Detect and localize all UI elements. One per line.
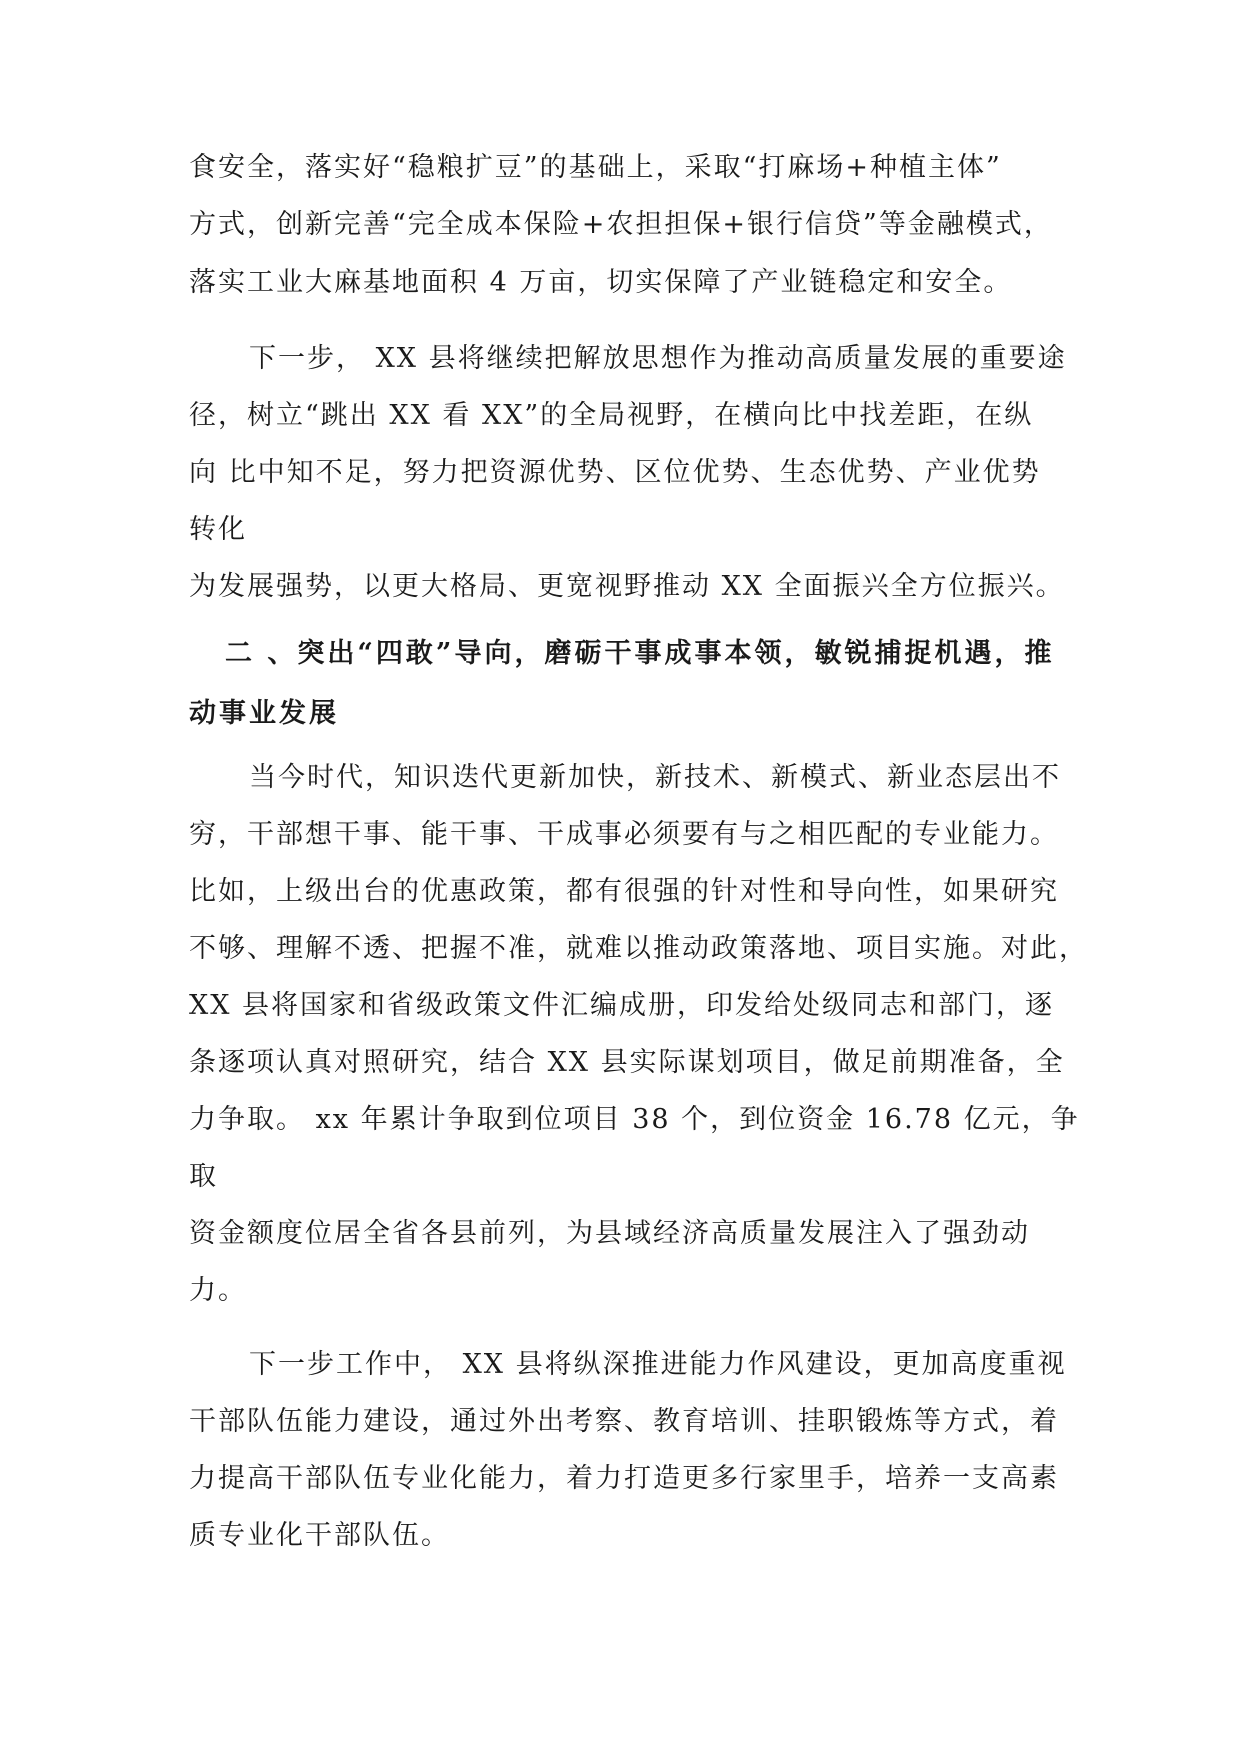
section-heading: 动事业发展: [189, 698, 339, 729]
body-text-line: 下一步， XX 县将继续把解放思想作为推动高质量发展的重要途: [249, 343, 1067, 374]
body-text-line: 条逐项认真对照研究，结合 XX 县实际谋划项目，做足前期准备，全: [189, 1047, 1065, 1078]
body-text-line: 当今时代，知识迭代更新加快，新技术、新模式、新业态层出不: [249, 762, 1061, 793]
body-text-line: 落实工业大麻基地面积 4 万亩，切实保障了产业链稳定和安全。: [189, 267, 1013, 298]
body-text-line: 径，树立“跳出 XX 看 XX”的全局视野，在横向比中找差距，在纵: [189, 400, 1034, 431]
body-text-line: 力。: [189, 1275, 247, 1306]
body-text-line: 方式，创新完善“完全成本保险+农担担保+银行信贷”等金融模式，: [189, 209, 1053, 240]
body-text-line: 力提高干部队伍专业化能力，着力打造更多行家里手，培养一支高素: [189, 1463, 1059, 1494]
body-text-line: 向 比中知不足，努力把资源优势、区位优势、生态优势、产业优势: [189, 457, 1041, 488]
body-text-line: 质专业化干部队伍。: [189, 1520, 450, 1551]
body-text-line: 取: [189, 1161, 218, 1192]
body-text-line: 比如，上级出台的优惠政策，都有很强的针对性和导向性，如果研究: [189, 876, 1059, 907]
body-text-line: 不够、理解不透、把握不准，就难以推动政策落地、项目实施。对此，: [189, 933, 1088, 964]
body-text-line: 力争取。 xx 年累计争取到位项目 38 个，到位资金 16.78 亿元，争: [189, 1104, 1080, 1135]
body-text-line: 转化: [189, 514, 247, 545]
body-text-line: XX 县将国家和省级政策文件汇编成册，印发给处级同志和部门，逐: [189, 990, 1055, 1021]
body-text-line: 资金额度位居全省各县前列，为县域经济高质量发展注入了强劲动: [189, 1218, 1030, 1249]
body-text-line: 为发展强势，以更大格局、更宽视野推动 XX 全面振兴全方位振兴。: [189, 571, 1065, 602]
body-text-line: 穷，干部想干事、能干事、干成事必须要有与之相匹配的专业能力。: [189, 819, 1059, 850]
body-text-line: 干部队伍能力建设，通过外出考察、教育培训、挂职锻炼等方式，着: [189, 1406, 1059, 1437]
body-text-line: 下一步工作中， XX 县将纵深推进能力作风建设，更加高度重视: [249, 1349, 1067, 1380]
section-heading: 二 、突出“四敢”导向，磨砺干事成事本领，敏锐捕捉机遇，推: [225, 638, 1055, 669]
body-text-line: 食安全，落实好“稳粮扩豆”的基础上，采取“打麻场+种植主体”: [189, 152, 1002, 183]
